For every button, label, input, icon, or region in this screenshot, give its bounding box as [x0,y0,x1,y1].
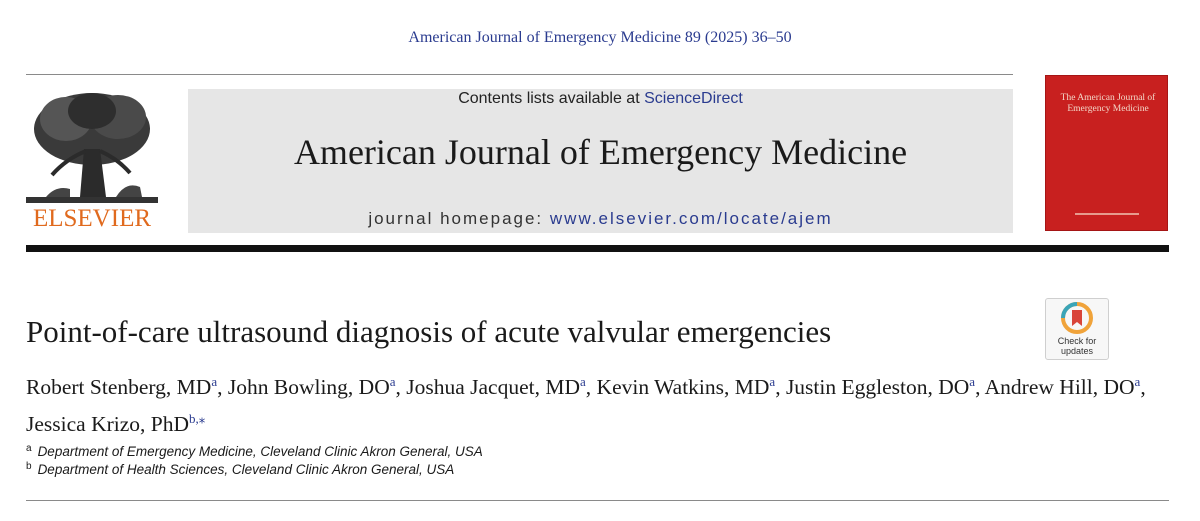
elsevier-tree-icon [26,89,158,203]
homepage-prefix: journal homepage: [368,209,544,228]
affiliation-mark[interactable]: a [1134,374,1141,389]
contents-line [188,89,1013,109]
journal-citation: American Journal of Emergency Medicine 89 (2025) 36–50 [408,29,792,46]
header-rule-thick [26,245,1169,252]
affiliation-mark[interactable]: a [580,374,586,389]
author-separator: , [775,375,786,399]
elsevier-wordmark: ELSEVIER [32,205,152,232]
affiliation-mark[interactable]: b,⁎ [189,411,206,426]
author[interactable]: Jessica Krizo, PhD$^{b,⁎}$ [26,411,206,436]
cover-footer-mark [1075,213,1139,215]
affiliation-mark[interactable]: a [389,374,396,389]
journal-title: American Journal of Emergency Medicine [293,132,908,172]
affiliation-mark[interactable]: a [769,374,776,389]
author-separator: , [395,375,407,399]
affiliation-b [26,458,454,478]
author[interactable]: John Bowling, $DO^a$ [227,374,396,399]
author[interactable]: Andrew Hill, $DO^a$ [984,374,1141,399]
affiliation-b-text: Department of Health Sciences, Cleveland Clinic Akron General, USA [37,462,455,477]
article-title: Point-of-care ultrasound diagnosis of acute valvular emergencies [26,314,832,349]
check-updates-icon [1046,299,1108,335]
author-separator: , [217,375,228,399]
footer-rule [26,500,1169,501]
affiliation-mark[interactable]: a [211,374,218,389]
author[interactable]: Joshua Jacquet, $MD^a$ [406,374,586,399]
author[interactable]: Kevin Watkins, $MD^a$ [596,374,776,399]
affiliation-b-mark: b [26,461,32,472]
affiliation-a-mark: a [26,443,32,454]
author[interactable]: Justin Eggleston, $DO^a$ [785,374,976,399]
author-separator: , [585,375,597,399]
journal-homepage-line [188,208,1013,230]
journal-cover-thumbnail[interactable] [1045,75,1168,231]
author-separator: , [1140,375,1146,399]
affiliation-mark[interactable]: a [969,374,976,389]
sciencedirect-link[interactable]: ScienceDirect [644,90,743,107]
elsevier-logo[interactable] [26,89,158,233]
journal-banner [188,89,1013,233]
affiliation-a-text: Department of Emergency Medicine, Cleveland Clinic Akron General, USA [37,444,483,459]
affiliation-a [26,440,483,460]
cover-title: The American Journal of Emergency Medicine [1060,93,1156,114]
author[interactable]: Robert Stenberg, $MD^a$ [26,374,218,399]
author-separator: , [975,375,985,399]
contents-prefix: Contents lists available at [458,90,640,107]
author-list [26,366,1171,440]
check-for-updates-badge[interactable] [1045,298,1109,360]
header-rule-top [26,74,1013,75]
homepage-link[interactable]: www.elsevier.com/locate/ajem [549,209,833,228]
check-updates-label: Check for updates [1057,336,1097,356]
